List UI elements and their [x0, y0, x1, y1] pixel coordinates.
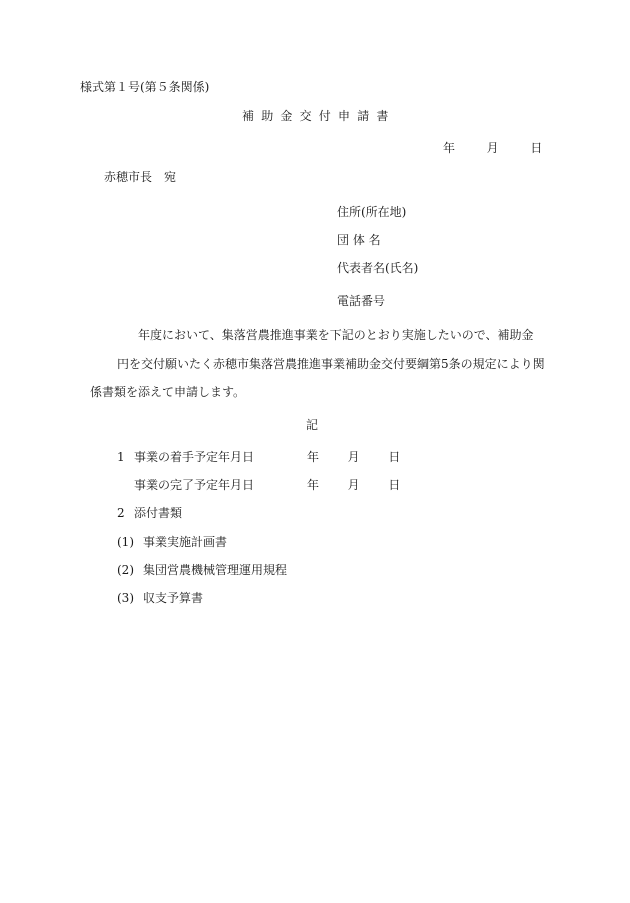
representative-label: 代表者名(氏名): [337, 261, 419, 275]
phone-label: 電話番号: [337, 294, 386, 308]
end-month: 月: [347, 478, 360, 492]
addressee: 赤穂市長 宛: [104, 170, 177, 184]
start-date-fields: [307, 451, 400, 463]
attachment-1-number: (1): [117, 535, 134, 549]
date-day: 日: [530, 141, 543, 155]
start-day: 日: [388, 450, 401, 464]
attachment-3-label: 収支予算書: [143, 591, 204, 605]
end-year: 年: [307, 478, 320, 492]
organization-label: 団 体 名: [337, 233, 381, 247]
item-1-number: 1: [117, 450, 125, 464]
ki-heading: 記: [306, 418, 319, 432]
address-label: 住所(所在地): [337, 205, 407, 219]
attachment-1-label: 事業実施計画書: [143, 535, 228, 549]
attachment-2-number: (2): [117, 563, 134, 577]
form-number: 様式第１号(第５条関係): [80, 80, 210, 94]
application-date: [443, 142, 542, 154]
page-title: 補助金交付申請書: [242, 109, 396, 123]
body-text-line-2: 円を交付願いたく赤穂市集落営農推進事業補助金交付要綱第5条の規定により関: [117, 357, 545, 371]
item-2-number: 2: [117, 506, 125, 520]
start-year: 年: [307, 450, 320, 464]
body-text-line-1: 年度において、集落営農推進事業を下記のとおり実施したいので、補助金: [138, 328, 534, 342]
attachment-2-label: 集団営農機械管理運用規程: [143, 563, 288, 577]
end-date-fields: [307, 479, 400, 491]
attachment-3-number: (3): [117, 591, 134, 605]
start-date-label: 事業の着手予定年月日: [134, 450, 255, 464]
body-text-line-3: 係書類を添えて申請します。: [90, 385, 246, 399]
date-year: 年: [443, 141, 456, 155]
date-month: 月: [486, 141, 499, 155]
attachments-label: 添付書類: [134, 506, 183, 520]
end-date-label: 事業の完了予定年月日: [134, 478, 255, 492]
start-month: 月: [347, 450, 360, 464]
end-day: 日: [388, 478, 401, 492]
